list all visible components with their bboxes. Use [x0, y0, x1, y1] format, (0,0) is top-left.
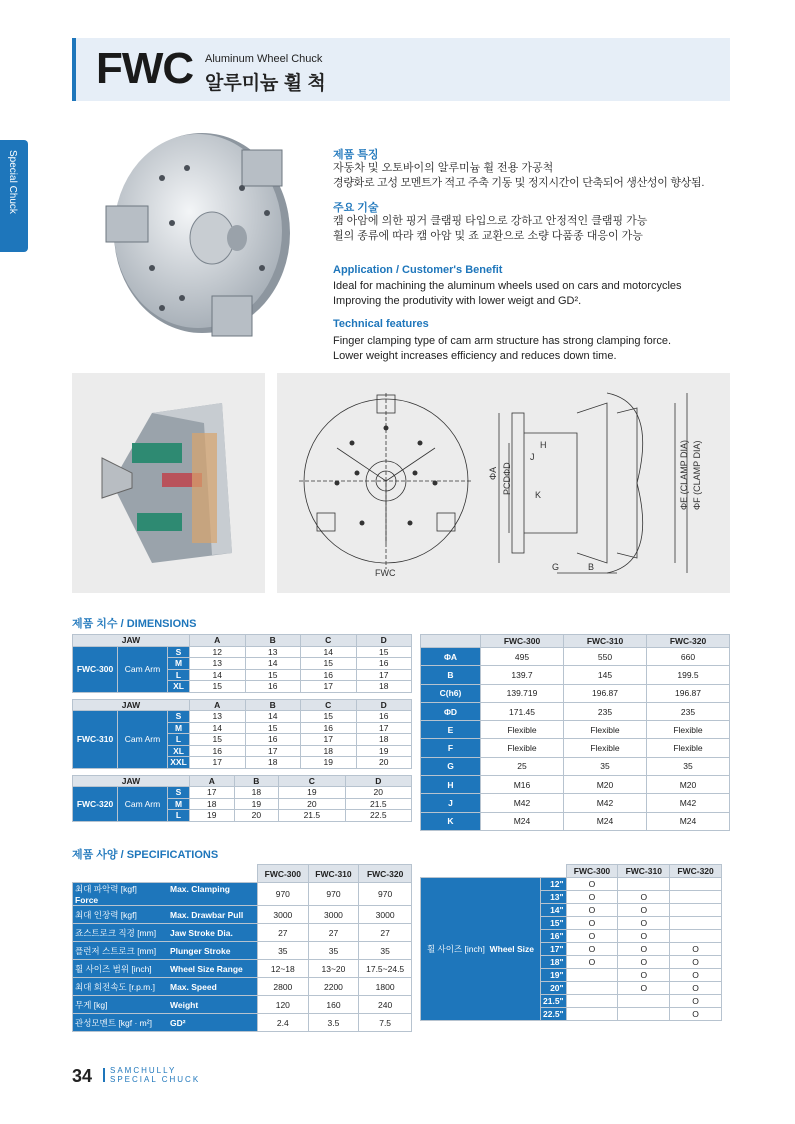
cell: 27 — [359, 924, 412, 942]
size-cell: L — [168, 669, 190, 681]
ko-feature-text — [333, 161, 733, 191]
cell: M42 — [481, 794, 564, 812]
col-header: FWC-320 — [647, 635, 730, 648]
en-app-text — [333, 279, 733, 309]
cell: O — [618, 904, 670, 917]
cell — [618, 1008, 670, 1021]
model-label: FWC-300 — [73, 646, 118, 692]
drawing-label-h: H — [540, 440, 547, 450]
wheel-label-en: Wheel Size — [489, 944, 535, 954]
cell: 7.5 — [359, 1014, 412, 1032]
cell: 550 — [564, 648, 647, 666]
model-label: FWC-310 — [73, 711, 118, 769]
col-header: FWC-300 — [481, 635, 564, 648]
cell: 14 — [190, 722, 246, 734]
product-subtitle-ko: 알루미늄 휠 척 — [205, 73, 326, 94]
cell — [670, 891, 722, 904]
row-label: C(h6) — [421, 684, 481, 702]
size-cell: M — [168, 722, 190, 734]
cell — [670, 930, 722, 943]
cell: 19 — [301, 757, 357, 769]
cell: 14 — [301, 646, 357, 658]
dim-table-fwc320 — [72, 775, 412, 822]
cell: 13 — [245, 646, 301, 658]
row-label: ΦD — [421, 702, 481, 720]
cell: M24 — [481, 812, 564, 830]
cell: 171.45 — [481, 702, 564, 720]
drawing-front-label: FWC — [375, 568, 396, 578]
cell: 2.4 — [258, 1014, 309, 1032]
cell: 16 — [301, 669, 357, 681]
cell: 15 — [301, 658, 357, 670]
cell: 35 — [647, 757, 730, 775]
side-tab[interactable] — [0, 140, 28, 252]
cell: 17 — [356, 669, 412, 681]
cell — [618, 995, 670, 1008]
cell: 199.5 — [647, 666, 730, 684]
cell: 17 — [245, 745, 301, 757]
cell: M24 — [564, 812, 647, 830]
cell: O — [566, 930, 618, 943]
wheel-size-cell: 15" — [541, 917, 567, 930]
en-app-title: Application / Customer's Benefit — [333, 264, 503, 276]
cell: O — [618, 982, 670, 995]
col-header: C — [279, 775, 345, 787]
spec-row-label — [73, 996, 258, 1014]
drawing-label-k: K — [535, 490, 542, 500]
en-tech-line: Finger clamping type of cam arm structure has strong clamping force. — [333, 335, 672, 347]
cell: O — [618, 930, 670, 943]
wheel-size-cell: 12" — [541, 878, 567, 891]
cell: 970 — [258, 883, 309, 906]
size-cell: S — [168, 787, 190, 799]
spec-ko: 죠스트로크 직경 [mm] — [75, 927, 157, 938]
cell: 19 — [356, 745, 412, 757]
spec-row-label — [73, 1014, 258, 1032]
spec-row-label — [73, 960, 258, 978]
drawing-label-j: J — [530, 452, 535, 462]
row-label: E — [421, 721, 481, 739]
cell: 35 — [258, 942, 309, 960]
cell: 970 — [359, 883, 412, 906]
cell — [566, 982, 618, 995]
cell: 17 — [190, 787, 235, 799]
cell: Flexible — [481, 721, 564, 739]
cell: 17 — [301, 681, 357, 693]
size-cell: L — [168, 810, 190, 822]
dim-table-right — [420, 634, 730, 831]
cell — [566, 995, 618, 1008]
spec-row-label — [73, 978, 258, 996]
wheel-size-label — [421, 878, 541, 1021]
spec-en: Max. Drawbar Pull — [170, 909, 244, 920]
corner-cell — [421, 865, 567, 878]
cell — [670, 878, 722, 891]
brand-line: SAMCHULLY — [110, 1066, 177, 1075]
cell: 19 — [190, 810, 235, 822]
cell: O — [670, 943, 722, 956]
size-cell: XL — [168, 681, 190, 693]
cell: O — [618, 969, 670, 982]
cell: 196.87 — [647, 684, 730, 702]
cell: 235 — [564, 702, 647, 720]
en-app-line: Improving the produtivity with lower weigt and GD². — [333, 295, 582, 307]
wheel-size-cell: 22.5" — [541, 1008, 567, 1021]
cell: 16 — [356, 711, 412, 723]
ko-tech-line: 캠 아암에 의한 핑거 클램핑 타입으로 강하고 안정적인 클램핑 가능 — [333, 215, 648, 227]
wheel-size-cell: 20" — [541, 982, 567, 995]
arm-label: Cam Arm — [118, 787, 168, 822]
cell: 196.87 — [564, 684, 647, 702]
wheel-size-cell: 19" — [541, 969, 567, 982]
cell: 18 — [301, 745, 357, 757]
cell: 12~18 — [258, 960, 309, 978]
cell: O — [670, 969, 722, 982]
cell: O — [618, 956, 670, 969]
page-number: 34 — [72, 1066, 93, 1086]
col-header: FWC-320 — [670, 865, 722, 878]
cell: M20 — [564, 776, 647, 794]
drawing-label-g: G — [552, 562, 560, 572]
col-header: FWC-300 — [258, 865, 309, 883]
cell: 1800 — [359, 978, 412, 996]
cell: 16 — [245, 734, 301, 746]
cell: O — [566, 891, 618, 904]
cell: 20 — [356, 757, 412, 769]
col-header: B — [234, 775, 279, 787]
cell: M16 — [481, 776, 564, 794]
cell: 2800 — [258, 978, 309, 996]
cell: 3000 — [308, 906, 359, 924]
cell — [566, 969, 618, 982]
cell: 35 — [564, 757, 647, 775]
cell: O — [566, 943, 618, 956]
row-label: ΦA — [421, 648, 481, 666]
cell — [566, 1008, 618, 1021]
cell: 17.5~24.5 — [359, 960, 412, 978]
cell: 18 — [356, 734, 412, 746]
model-label: FWC-320 — [73, 787, 118, 822]
spec-row-label — [73, 942, 258, 960]
cell: 3.5 — [308, 1014, 359, 1032]
cell: 16 — [245, 681, 301, 693]
dimensions-title: 제품 치수 / DIMENSIONS — [72, 618, 197, 630]
cell: 15 — [245, 722, 301, 734]
cell: 20 — [279, 798, 345, 810]
jaw-header: JAW — [73, 775, 190, 787]
en-app-line: Ideal for machining the aluminum wheels used on cars and motorcycles — [333, 280, 682, 292]
drawing-label-d: PCDΦD — [502, 462, 512, 495]
brand-logo — [110, 1066, 200, 1084]
row-label: G — [421, 757, 481, 775]
cell: 19 — [234, 798, 279, 810]
cell: 13~20 — [308, 960, 359, 978]
jaw-header: JAW — [73, 699, 190, 711]
arm-label: Cam Arm — [118, 646, 168, 692]
wheel-size-table — [420, 864, 722, 1021]
chuck-photo — [92, 128, 292, 346]
cell: 3000 — [258, 906, 309, 924]
spec-en: Jaw Stroke Dia. — [170, 927, 233, 938]
ko-tech-text — [333, 214, 733, 244]
brand-line: SPECIAL CHUCK — [110, 1075, 201, 1084]
cell: O — [618, 917, 670, 930]
cell: 16 — [190, 745, 246, 757]
size-cell: XXL — [168, 757, 190, 769]
wheel-size-cell: 17" — [541, 943, 567, 956]
spec-row-label — [73, 883, 258, 906]
cell: Flexible — [481, 739, 564, 757]
cell: 145 — [564, 666, 647, 684]
size-cell: L — [168, 734, 190, 746]
cell: M42 — [564, 794, 647, 812]
row-label: H — [421, 776, 481, 794]
corner-cell — [73, 865, 258, 883]
cell: O — [566, 878, 618, 891]
spec-row-label — [73, 924, 258, 942]
cell — [618, 878, 670, 891]
cell: 27 — [258, 924, 309, 942]
wheel-size-cell: 16" — [541, 930, 567, 943]
cell: O — [566, 956, 618, 969]
cell: 15 — [356, 646, 412, 658]
cell: 240 — [359, 996, 412, 1014]
wheel-size-cell: 14" — [541, 904, 567, 917]
cell: 18 — [356, 681, 412, 693]
cell: 14 — [190, 669, 246, 681]
cell: 16 — [356, 658, 412, 670]
col-header: FWC-310 — [308, 865, 359, 883]
cell: 15 — [301, 711, 357, 723]
spec-en: Wheel Size Range — [170, 963, 243, 974]
drawing-label-b: B — [588, 562, 595, 572]
specs-table — [72, 864, 412, 1032]
en-tech-title: Technical features — [333, 318, 429, 330]
cell: M42 — [647, 794, 730, 812]
cell: Flexible — [564, 739, 647, 757]
side-tab-label: Special Chuck — [7, 150, 18, 214]
spec-ko: 관성모멘트 [kgf · m²] — [75, 1017, 152, 1028]
cell: 35 — [359, 942, 412, 960]
dim-table-fwc300 — [72, 634, 412, 693]
cell: 16 — [301, 722, 357, 734]
size-cell: S — [168, 646, 190, 658]
wheel-size-cell: 13" — [541, 891, 567, 904]
cell: 3000 — [359, 906, 412, 924]
col-header: A — [190, 775, 235, 787]
wheel-size-cell: 18" — [541, 956, 567, 969]
ko-feature-line: 자동차 및 오토바이의 알루미늄 휠 전용 가공척 — [333, 162, 554, 174]
col-header: C — [301, 699, 357, 711]
col-header: B — [245, 635, 301, 647]
size-cell: XL — [168, 745, 190, 757]
spec-ko: 최대 인장력 [kgf] — [75, 909, 137, 920]
cell: O — [670, 995, 722, 1008]
cell: 27 — [308, 924, 359, 942]
spec-row-label — [73, 906, 258, 924]
cell: 35 — [308, 942, 359, 960]
footer-divider — [103, 1068, 105, 1082]
spec-ko: 최대 회전속도 [r.p.m.] — [75, 981, 155, 992]
cell: 139.719 — [481, 684, 564, 702]
cell: O — [670, 982, 722, 995]
col-header: FWC-310 — [618, 865, 670, 878]
size-cell: S — [168, 711, 190, 723]
cell: 18 — [234, 787, 279, 799]
spec-ko: 무게 [kg] — [75, 999, 108, 1010]
col-header: FWC-300 — [566, 865, 618, 878]
en-tech-line: Lower weight increases efficiency and reduces down time. — [333, 350, 617, 362]
spec-ko: 휠 사이즈 범위 [inch] — [75, 963, 152, 974]
col-header: A — [190, 699, 246, 711]
cell: 19 — [279, 787, 345, 799]
cell: 20 — [234, 810, 279, 822]
cell: 15 — [190, 681, 246, 693]
cell: 120 — [258, 996, 309, 1014]
ko-tech-line: 휠의 종류에 따라 캠 아암 및 죠 교환으로 소량 다품종 대응이 가능 — [333, 230, 643, 242]
spec-ko: 플런저 스트로크 [mm] — [75, 945, 157, 956]
cell: O — [566, 917, 618, 930]
cell: O — [670, 956, 722, 969]
specs-title: 제품 사양 / SPECIFICATIONS — [72, 849, 219, 861]
cutaway-image — [72, 373, 265, 593]
row-label: J — [421, 794, 481, 812]
col-header: D — [345, 775, 411, 787]
cell: 235 — [647, 702, 730, 720]
ko-feature-title: 제품 특징 — [333, 149, 379, 161]
col-header: A — [190, 635, 246, 647]
cell: 13 — [190, 658, 246, 670]
en-tech-text — [333, 334, 733, 364]
col-header: FWC-310 — [564, 635, 647, 648]
wheel-label-ko: 휠 사이즈 [inch] — [426, 944, 485, 954]
col-header: FWC-320 — [359, 865, 412, 883]
cell: 17 — [356, 722, 412, 734]
size-cell: M — [168, 658, 190, 670]
cell: 14 — [245, 658, 301, 670]
product-subtitle-en: Aluminum Wheel Chuck — [205, 53, 323, 65]
cell: O — [670, 1008, 722, 1021]
col-header: B — [245, 699, 301, 711]
cell: 660 — [647, 648, 730, 666]
cell: 17 — [301, 734, 357, 746]
cell: 25 — [481, 757, 564, 775]
cell: 15 — [245, 669, 301, 681]
cell: 18 — [190, 798, 235, 810]
col-header: C — [301, 635, 357, 647]
spec-en: Max. Speed — [170, 981, 217, 992]
cell: 12 — [190, 646, 246, 658]
col-header: D — [356, 699, 412, 711]
drawing-label-e: ΦE (CLAMP DIA) — [679, 439, 689, 510]
row-label: F — [421, 739, 481, 757]
cell: 15 — [190, 734, 246, 746]
row-label: B — [421, 666, 481, 684]
col-header: D — [356, 635, 412, 647]
cell — [670, 917, 722, 930]
cell: 20 — [345, 787, 411, 799]
cell: 22.5 — [345, 810, 411, 822]
cell: 14 — [245, 711, 301, 723]
cell: 495 — [481, 648, 564, 666]
cell: 21.5 — [345, 798, 411, 810]
drawing-label-a: ΦA — [488, 466, 498, 480]
corner-cell — [421, 635, 481, 648]
spec-en: Weight — [170, 999, 199, 1010]
arm-label: Cam Arm — [118, 711, 168, 769]
dimensions-left — [72, 634, 412, 822]
spec-en: Max. Clamping Force — [75, 884, 230, 905]
cell: O — [618, 943, 670, 956]
cell: Flexible — [647, 721, 730, 739]
cell: 970 — [308, 883, 359, 906]
cell: 13 — [190, 711, 246, 723]
spec-en: Plunger Stroke — [170, 945, 231, 956]
cell: 18 — [245, 757, 301, 769]
cell: 21.5 — [279, 810, 345, 822]
cell: O — [566, 904, 618, 917]
ko-tech-title: 주요 기술 — [333, 202, 379, 214]
cell: Flexible — [647, 739, 730, 757]
spec-en: GD² — [170, 1017, 186, 1028]
cell: Flexible — [564, 721, 647, 739]
cell: O — [618, 891, 670, 904]
spec-ko: 최대 파악력 [kgf] — [75, 884, 137, 894]
cell: 17 — [190, 757, 246, 769]
row-label: K — [421, 812, 481, 830]
cell: 139.7 — [481, 666, 564, 684]
size-cell: M — [168, 798, 190, 810]
product-code: FWC — [96, 44, 194, 93]
jaw-header: JAW — [73, 635, 190, 647]
cell: M24 — [647, 812, 730, 830]
wheel-size-cell: 21.5" — [541, 995, 567, 1008]
drawing-label-f: ΦF (CLAMP DIA) — [692, 440, 702, 510]
cell: 2200 — [308, 978, 359, 996]
dim-table-fwc310 — [72, 699, 412, 769]
cell: 160 — [308, 996, 359, 1014]
ko-feature-line: 경량화로 고성 모멘트가 적고 주축 기동 및 정지시간이 단축되어 생산성이 향상됨. — [333, 177, 705, 189]
cell — [670, 904, 722, 917]
cell: M20 — [647, 776, 730, 794]
